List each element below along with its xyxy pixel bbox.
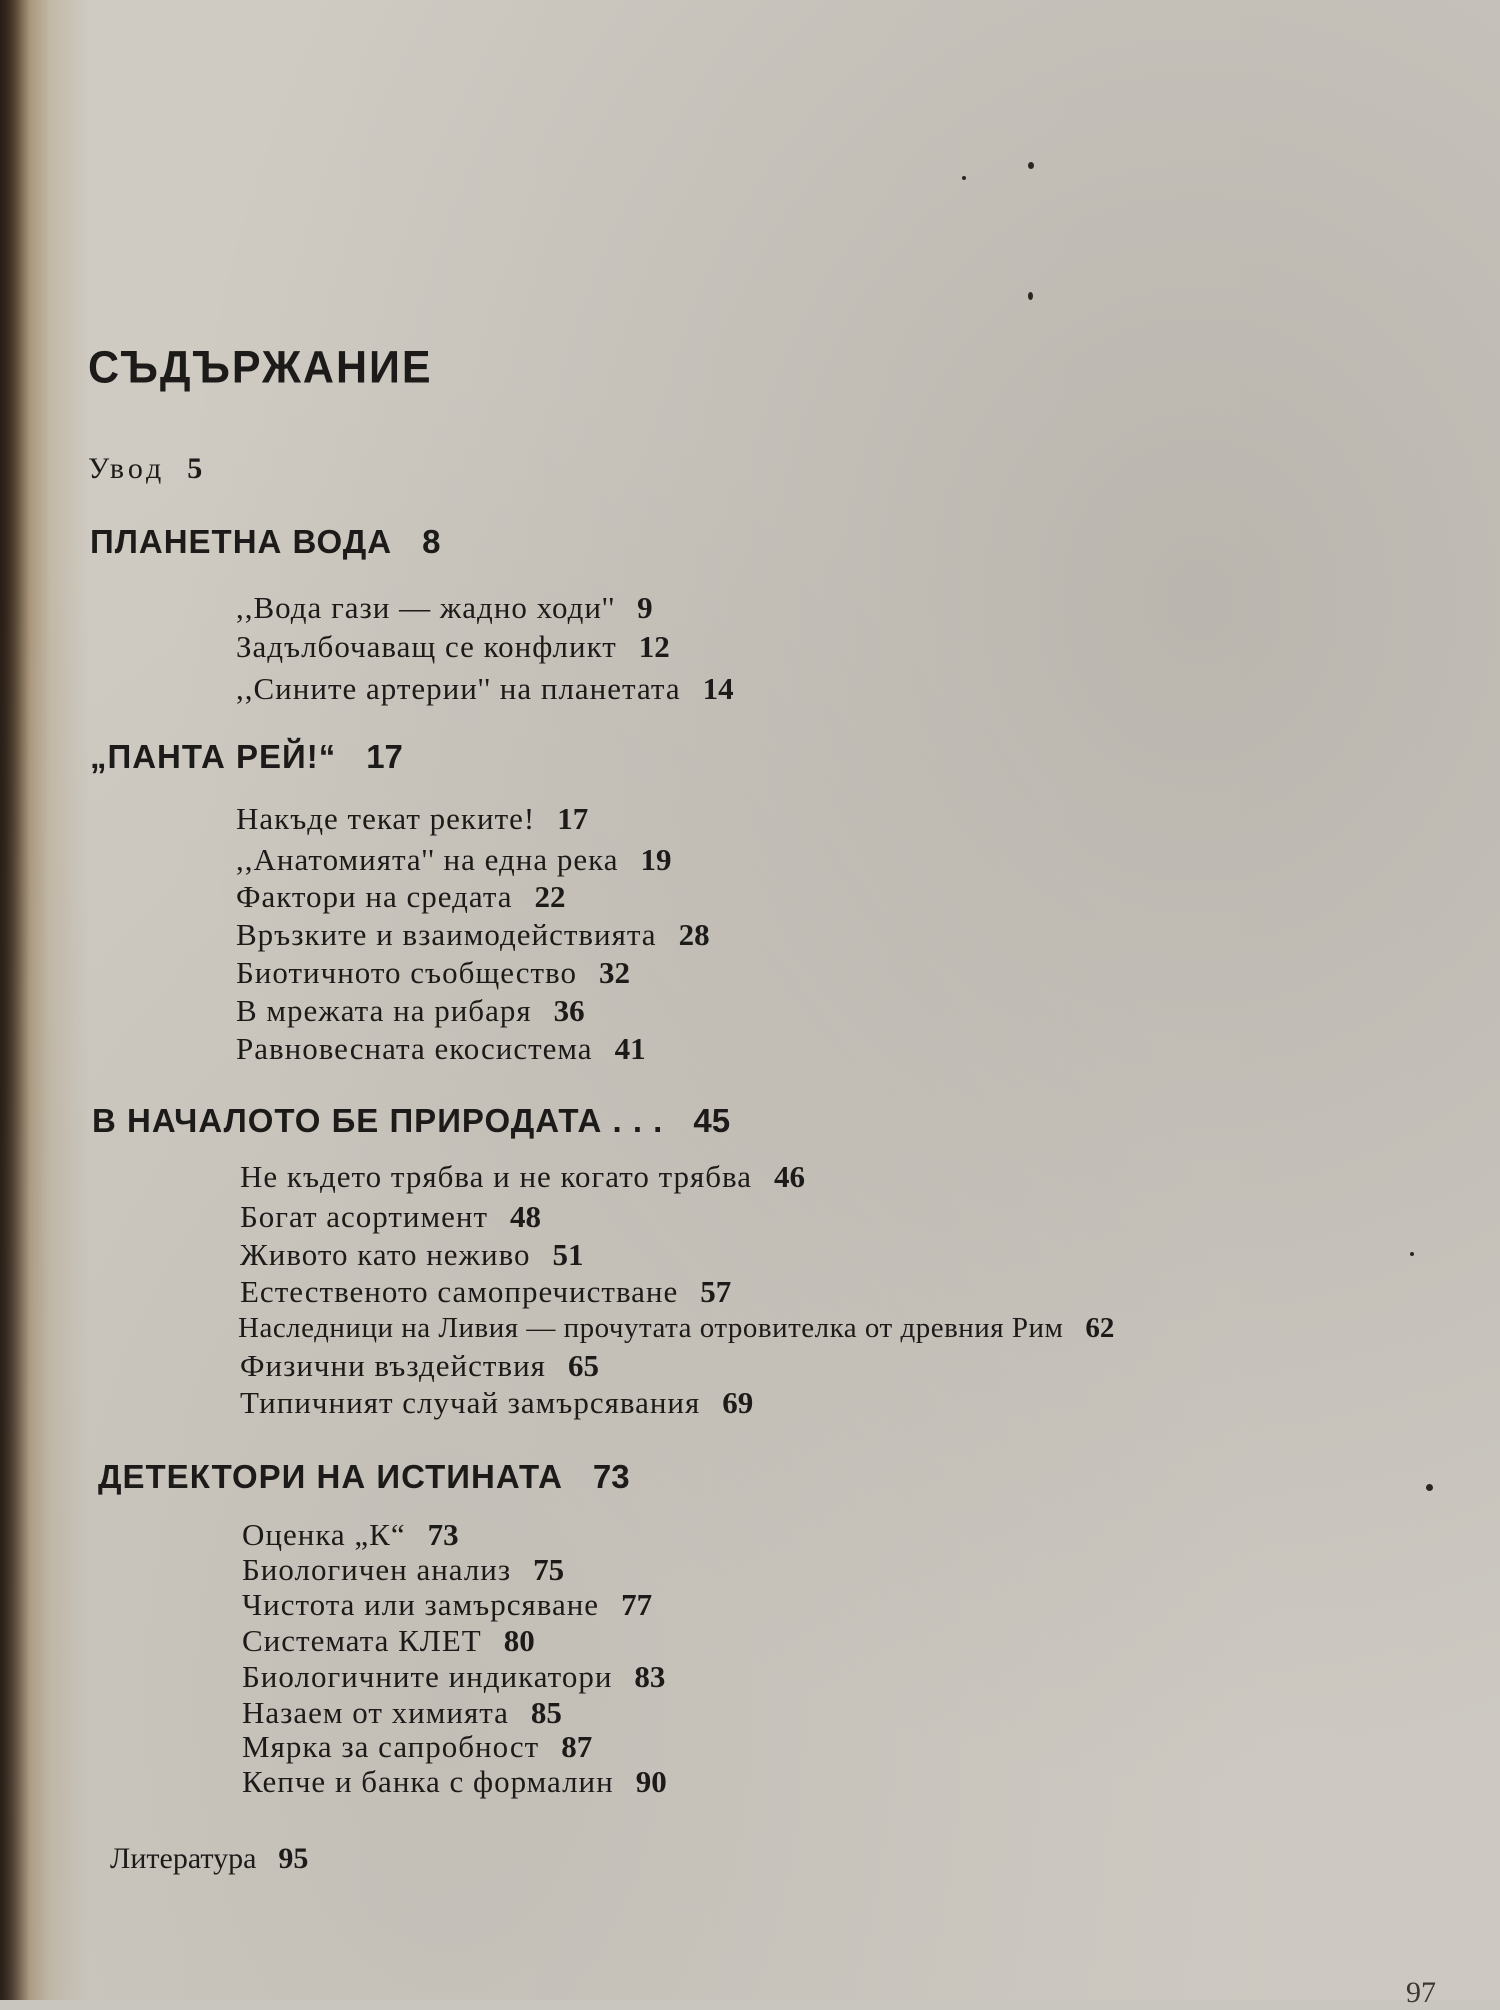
toc-entry-label: Биологичен анализ	[242, 1552, 512, 1587]
toc-section	[90, 525, 440, 559]
ink-speck	[1028, 162, 1034, 169]
toc-entry-label: Естественото самопречистване	[240, 1274, 679, 1309]
toc-entry-label: Типичният случай замърсявания	[240, 1385, 701, 1420]
toc-entry	[236, 630, 670, 664]
toc-section-page: 17	[366, 738, 403, 775]
toc-literature	[110, 1842, 308, 1876]
toc-entry-label: Равновесната екосистема	[236, 1031, 593, 1066]
toc-entry	[240, 1160, 805, 1194]
toc-entry-label: Накъде текат реките!	[236, 801, 536, 836]
toc-entry-label: ,,Сините артерии'' на планетата	[236, 671, 681, 706]
toc-entry-label: Оценка „К“	[242, 1517, 406, 1552]
toc-section	[92, 1104, 730, 1138]
toc-entry	[242, 1660, 665, 1694]
toc-entry	[240, 1275, 731, 1309]
toc-section-title: „ПАНТА РЕЙ!“	[90, 738, 337, 775]
toc-literature-page: 95	[278, 1842, 309, 1875]
toc-entry-page: 32	[598, 955, 630, 990]
toc-entry-page: 57	[700, 1274, 732, 1309]
toc-entry-page: 77	[621, 1587, 653, 1622]
toc-entry-page: 65	[567, 1348, 599, 1383]
toc-entry-label: Мярка за сапробност	[242, 1729, 540, 1764]
toc-entry-label: Биологичните индикатори	[242, 1659, 613, 1694]
toc-section-page: 45	[693, 1102, 731, 1139]
toc-entry	[242, 1518, 459, 1552]
toc-entry-page: 22	[534, 879, 566, 914]
toc-entry-page: 28	[678, 917, 710, 952]
toc-entry	[240, 1200, 541, 1234]
toc-entry-page: 12	[638, 629, 670, 664]
toc-entry-page: 9	[637, 590, 653, 625]
toc-entry-page: 90	[635, 1764, 667, 1799]
toc-entry-page: 17	[557, 801, 589, 836]
ink-speck	[962, 176, 966, 180]
toc-entry-label: Системата КЛЕТ	[242, 1623, 482, 1658]
toc-entry-label: Назаем от химията	[242, 1695, 509, 1730]
toc-entry	[236, 672, 734, 706]
toc-entry	[236, 880, 566, 914]
toc-section-title: В НАЧАЛОТО БЕ ПРИРОДАТА . . .	[92, 1102, 664, 1139]
toc-entry-label: Живото като неживо	[240, 1237, 531, 1272]
toc-entry	[236, 956, 630, 990]
toc-entry	[242, 1624, 535, 1658]
toc-entry-page: 46	[774, 1159, 806, 1194]
book-spine-shadow	[0, 0, 30, 2000]
ink-speck	[1410, 1252, 1414, 1256]
toc-intro	[88, 452, 206, 486]
toc-entry-label: Наследници на Ливия — прочутата отровителка от древния Рим	[238, 1312, 1064, 1344]
toc-entry-label: Не където трябва и не когато трябва	[240, 1159, 753, 1194]
toc-entry-page: 14	[702, 671, 734, 706]
toc-entry-page: 85	[530, 1695, 562, 1730]
toc-entry-page: 36	[553, 993, 585, 1028]
toc-section-page: 8	[422, 523, 441, 560]
toc-entry-page: 51	[552, 1237, 584, 1272]
toc-intro-label: Увод	[88, 452, 166, 485]
toc-section-page: 73	[592, 1458, 630, 1495]
toc-entry-label: ,,Вода гази — жадно ходи''	[236, 590, 616, 625]
toc-entry-page: 41	[614, 1031, 646, 1066]
toc-entry-page: 48	[510, 1199, 542, 1234]
toc-entry	[240, 1349, 599, 1383]
toc-entry-page: 80	[503, 1623, 535, 1658]
ink-speck	[1028, 292, 1033, 300]
toc-entry-page: 73	[427, 1517, 459, 1552]
toc-entry	[236, 591, 653, 625]
toc-entry-label: Биотичното съобщество	[236, 955, 577, 990]
toc-entry	[236, 918, 710, 952]
toc-entry	[240, 1386, 753, 1420]
toc-entry-label: Физични въздействия	[240, 1348, 546, 1383]
toc-entry	[238, 1311, 1114, 1345]
toc-entry-label: В мрежата на рибаря	[236, 993, 532, 1028]
toc-entry-label: Задълбочаващ се конфликт	[236, 629, 617, 664]
toc-entry	[236, 994, 585, 1028]
toc-title: СЪДЪРЖАНИЕ	[88, 342, 433, 394]
toc-entry-page: 87	[561, 1729, 593, 1764]
ink-speck	[1426, 1484, 1433, 1491]
toc-section-title: ПЛАНЕТНА ВОДА	[90, 523, 393, 560]
toc-entry-label: Връзките и взаимодействията	[236, 917, 657, 952]
toc-entry	[242, 1588, 652, 1622]
toc-entry-label: Богат асортимент	[240, 1199, 489, 1234]
toc-entry-page: 69	[722, 1385, 754, 1420]
toc-intro-page: 5	[187, 452, 207, 485]
toc-entry-page: 83	[634, 1659, 666, 1694]
toc-entry	[236, 802, 588, 836]
toc-entry	[240, 1238, 584, 1272]
toc-literature-label: Литература	[110, 1842, 257, 1875]
toc-entry-label: ,,Анатомията'' на една река	[236, 842, 619, 877]
toc-section	[98, 1460, 630, 1494]
toc-section-title: ДЕТЕКТОРИ НА ИСТИНАТА	[98, 1458, 563, 1495]
page-number: 97	[1406, 1976, 1436, 2009]
toc-entry	[236, 843, 672, 877]
toc-entry	[242, 1765, 667, 1799]
toc-entry	[242, 1730, 592, 1764]
toc-entry-page: 19	[640, 842, 672, 877]
toc-entry-label: Чистота или замърсяване	[242, 1587, 600, 1622]
toc-entry-label: Кепче и банка с формалин	[242, 1764, 614, 1799]
toc-entry-label: Фактори на средата	[236, 879, 513, 914]
toc-entry	[242, 1696, 562, 1730]
toc-entry	[236, 1032, 646, 1066]
toc-entry-page: 62	[1085, 1312, 1115, 1344]
toc-entry-page: 75	[533, 1552, 565, 1587]
toc-entry	[242, 1553, 564, 1587]
toc-section	[90, 740, 403, 774]
